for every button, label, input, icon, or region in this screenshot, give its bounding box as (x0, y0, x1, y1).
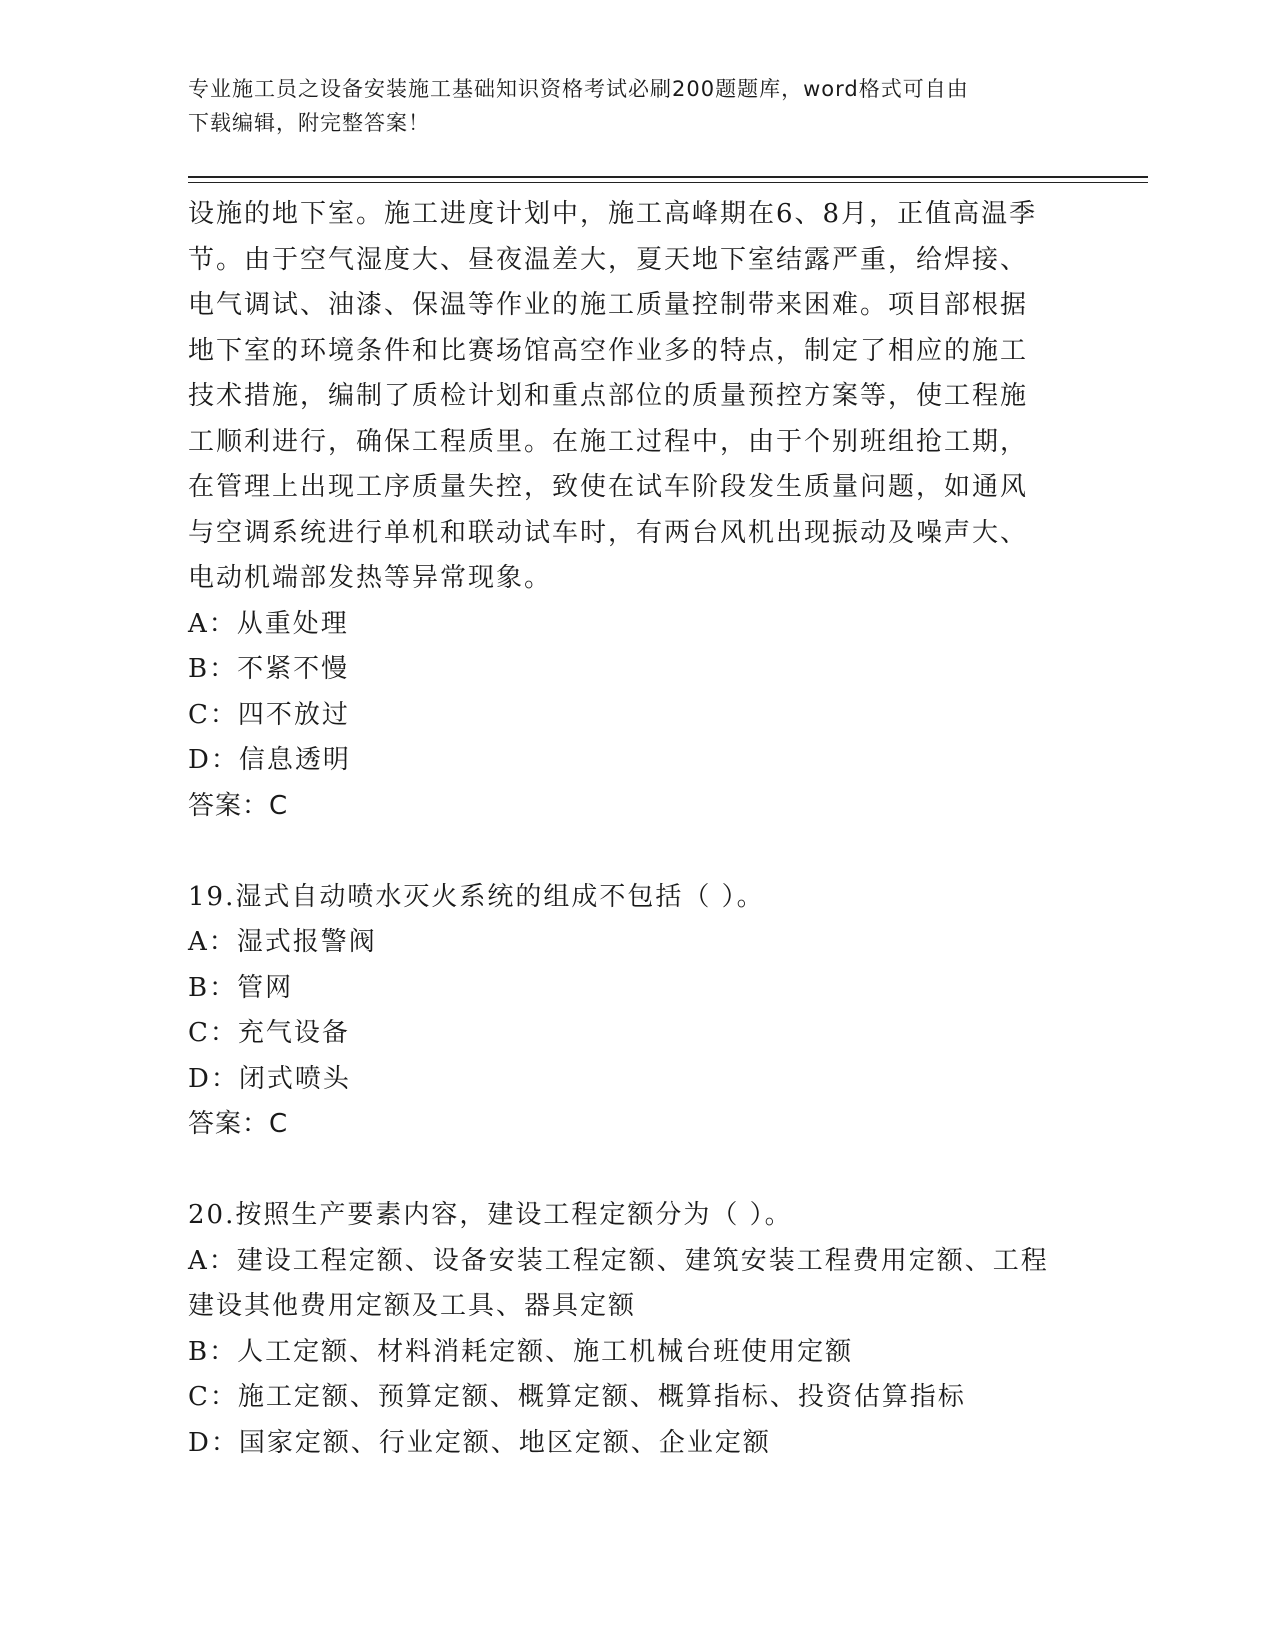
option-d: D：国家定额、行业定额、地区定额、企业定额 (188, 1427, 771, 1458)
option-d: D：信息透明 (188, 745, 351, 775)
header-line-2: 下载编辑，附完整答案！ (188, 111, 430, 135)
answer-label: 答案：C (188, 790, 289, 821)
option-c: C：施工定额、预算定额、概算定额、概算指标、投资估算指标 (188, 1382, 966, 1412)
header-rule-thin (188, 182, 1148, 183)
document-header (188, 72, 1088, 140)
option-a: A：从重处理 (188, 608, 349, 639)
spacer (188, 829, 1088, 875)
option-a: A：湿式报警阀 (188, 927, 377, 957)
question-stem-line: 电动机端部发热等异常现象。 (188, 563, 553, 593)
question-stem-line: 电气调试、油漆、保温等作业的施工质量控制带来困难。项目部根据 (188, 290, 1029, 320)
option-c: C：充气设备 (188, 1018, 350, 1048)
option-d: D：闭式喷头 (188, 1063, 351, 1094)
option-a: A：建设工程定额、设备安装工程定额、建筑安装工程费用定额、工程 (188, 1245, 1049, 1276)
spacer (188, 1148, 1088, 1194)
question-stem-line: 地下室的环境条件和比赛场馆高空作业多的特点，制定了相应的施工 (188, 335, 1029, 366)
question-stem-line: 与空调系统进行单机和联动试车时，有两台风机出现振动及噪声大、 (188, 517, 1029, 548)
question-18 (188, 192, 1088, 829)
question-19 (188, 875, 1088, 1148)
header-line-1: 专业施工员之设备安装施工基础知识资格考试必刷200题题库，word格式可自由 (188, 77, 969, 101)
question-stem-line: 节。由于空气湿度大、昼夜温差大，夏天地下室结露严重，给焊接、 (188, 244, 1029, 275)
option-c: C：四不放过 (188, 699, 350, 730)
question-20 (188, 1193, 1088, 1466)
question-stem-line: 技术措施，编制了质检计划和重点部位的质量预控方案等，使工程施 (188, 381, 1029, 411)
option-b: B：不紧不慢 (188, 654, 350, 684)
document-body (188, 192, 1088, 1466)
question-stem: 19.湿式自动喷水灭火系统的组成不包括（ ）。 (188, 881, 765, 912)
header-rule-thick (188, 176, 1148, 178)
option-a-continued: 建设其他费用定额及工具、器具定额 (188, 1291, 637, 1321)
answer-label: 答案：C (188, 1109, 289, 1139)
option-b: B：人工定额、材料消耗定额、施工机械台班使用定额 (188, 1336, 854, 1367)
question-stem-line: 工顺利进行，确保工程质里。在施工过程中，由于个别班组抢工期， (188, 426, 1029, 457)
question-stem: 20.按照生产要素内容，建设工程定额分为（ ）。 (188, 1200, 793, 1230)
option-b: B：管网 (188, 972, 294, 1003)
question-stem-line: 设施的地下室。施工进度计划中，施工高峰期在6、8月，正值高温季 (188, 199, 1038, 229)
question-stem-line: 在管理上出现工序质量失控，致使在试车阶段发生质量问题，如通风 (188, 472, 1029, 502)
